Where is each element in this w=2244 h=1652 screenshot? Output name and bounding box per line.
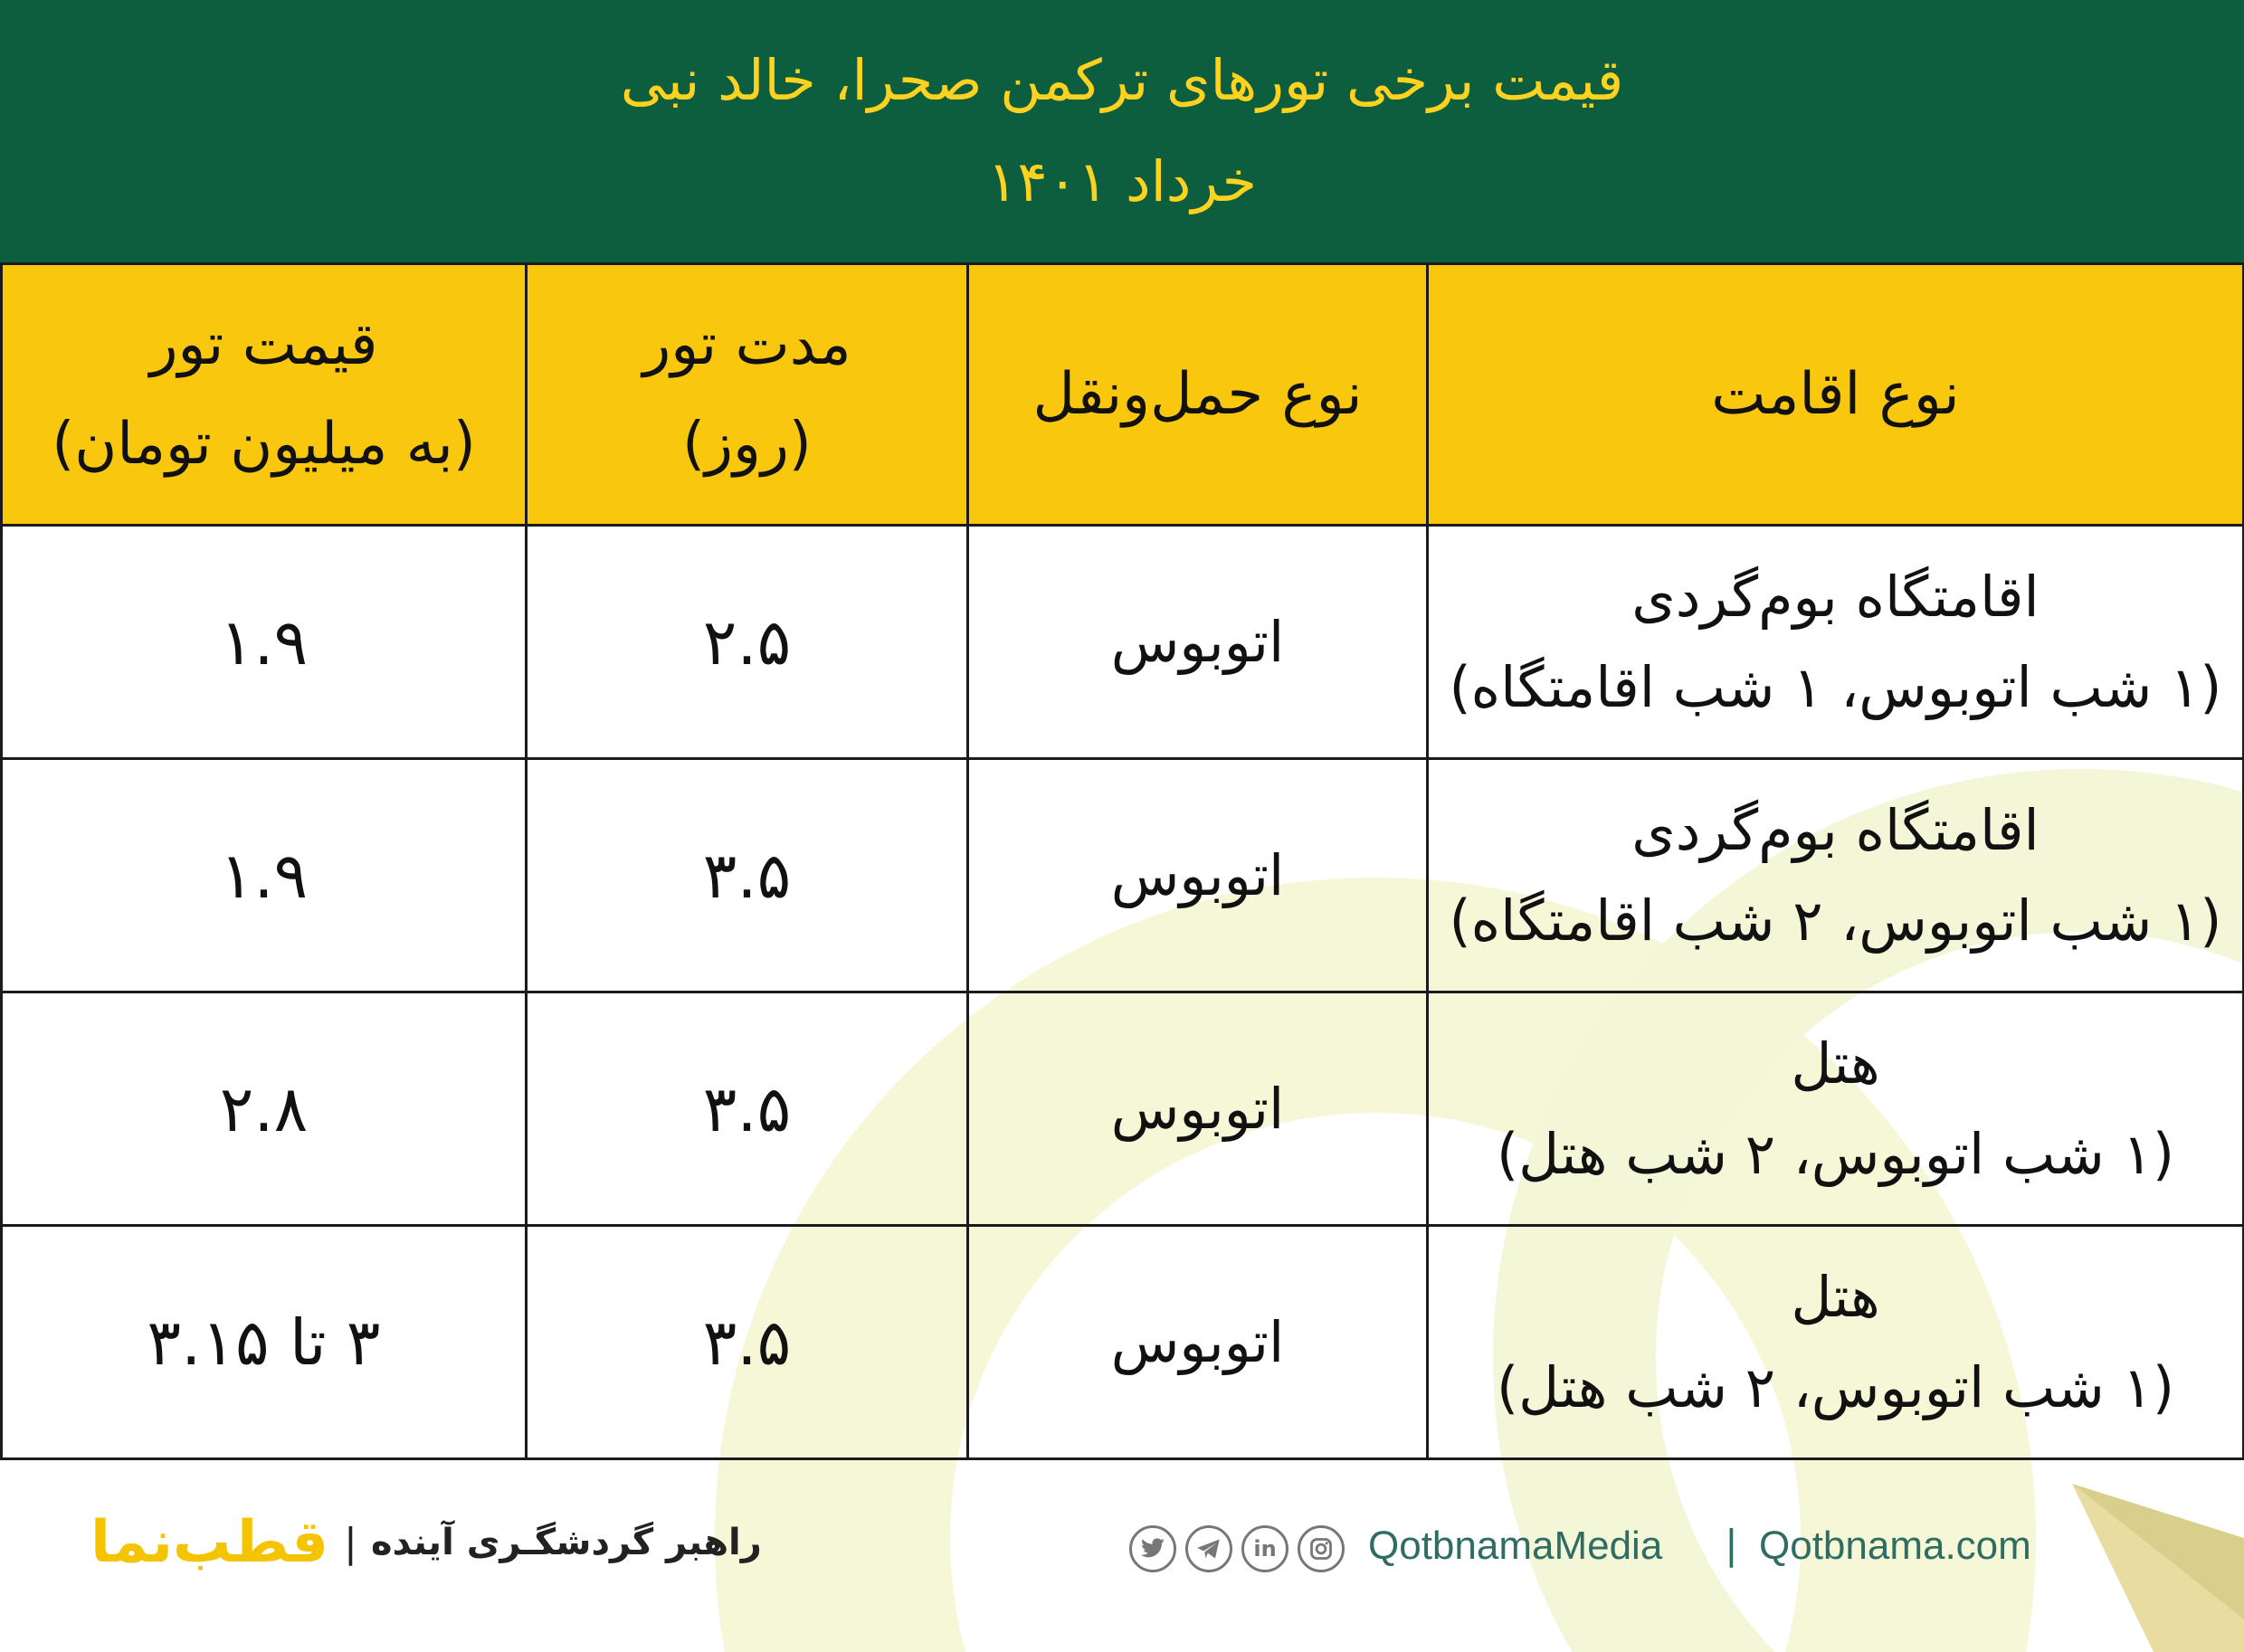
cell-duration: ۳.۵ xyxy=(527,992,968,1226)
tour-price-table xyxy=(0,262,2244,1460)
social-icons xyxy=(1129,1525,1345,1572)
cell-price: ۱.۹ xyxy=(2,759,527,992)
cell-transport: اتوبوس xyxy=(968,759,1428,992)
header-accommodation: نوع اقامت xyxy=(1428,264,2244,526)
table-row xyxy=(2,526,2244,759)
page-title: قیمت برخی تورهای ترکمن صحرا، خالد نبی xyxy=(620,47,1624,113)
table-row xyxy=(2,1226,2244,1459)
table-row xyxy=(2,992,2244,1226)
cell-price: ۱.۹ xyxy=(2,526,527,759)
table-row xyxy=(2,759,2244,992)
cell-duration: ۳.۵ xyxy=(527,759,968,992)
cell-transport: اتوبوس xyxy=(968,1226,1428,1459)
social-handle[interactable]: QotbnamaMedia xyxy=(1368,1524,1663,1568)
footer-separator: | xyxy=(344,1520,357,1566)
brand-tagline: راهبر گردشگـری آینده xyxy=(371,1522,762,1563)
cell-accommodation: هتل (۱ شب اتوبوس، ۲ شب هتل) xyxy=(1428,1226,2244,1459)
cell-price: ۳ تا ۳.۱۵ xyxy=(2,1226,527,1459)
website-link[interactable]: Qotbnama.com xyxy=(1759,1524,2031,1568)
cell-duration: ۲.۵ xyxy=(527,526,968,759)
cell-duration: ۳.۵ xyxy=(527,1226,968,1459)
twitter-icon[interactable] xyxy=(1129,1525,1176,1572)
brand-logo: قطب‌نما xyxy=(90,1509,328,1576)
cell-accommodation: هتل (۱ شب اتوبوس، ۲ شب هتل) xyxy=(1428,992,2244,1226)
cell-accommodation: اقامتگاه بوم‌گردی (۱ شب اتوبوس، ۲ شب اقامتگاه) xyxy=(1428,759,2244,992)
header-duration: مدت تور (روز) xyxy=(527,264,968,526)
header-price: قیمت تور (به میلیون تومان) xyxy=(2,264,527,526)
cell-price: ۲.۸ xyxy=(2,992,527,1226)
instagram-icon[interactable] xyxy=(1298,1525,1345,1572)
table-header-row xyxy=(2,264,2244,526)
header-transport: نوع حمل‌ونقل xyxy=(968,264,1428,526)
footer xyxy=(0,1464,2244,1645)
telegram-icon[interactable] xyxy=(1185,1525,1232,1572)
cell-accommodation: اقامتگاه بوم‌گردی (۱ شب اتوبوس، ۱ شب اقامتگاه) xyxy=(1428,526,2244,759)
footer-separator: | xyxy=(1725,1522,1738,1568)
linkedin-icon[interactable]: in xyxy=(1241,1525,1288,1572)
cell-transport: اتوبوس xyxy=(968,992,1428,1226)
cell-transport: اتوبوس xyxy=(968,526,1428,759)
page-subtitle-date: خرداد ۱۴۰۱ xyxy=(987,148,1257,214)
title-banner xyxy=(0,0,2244,265)
